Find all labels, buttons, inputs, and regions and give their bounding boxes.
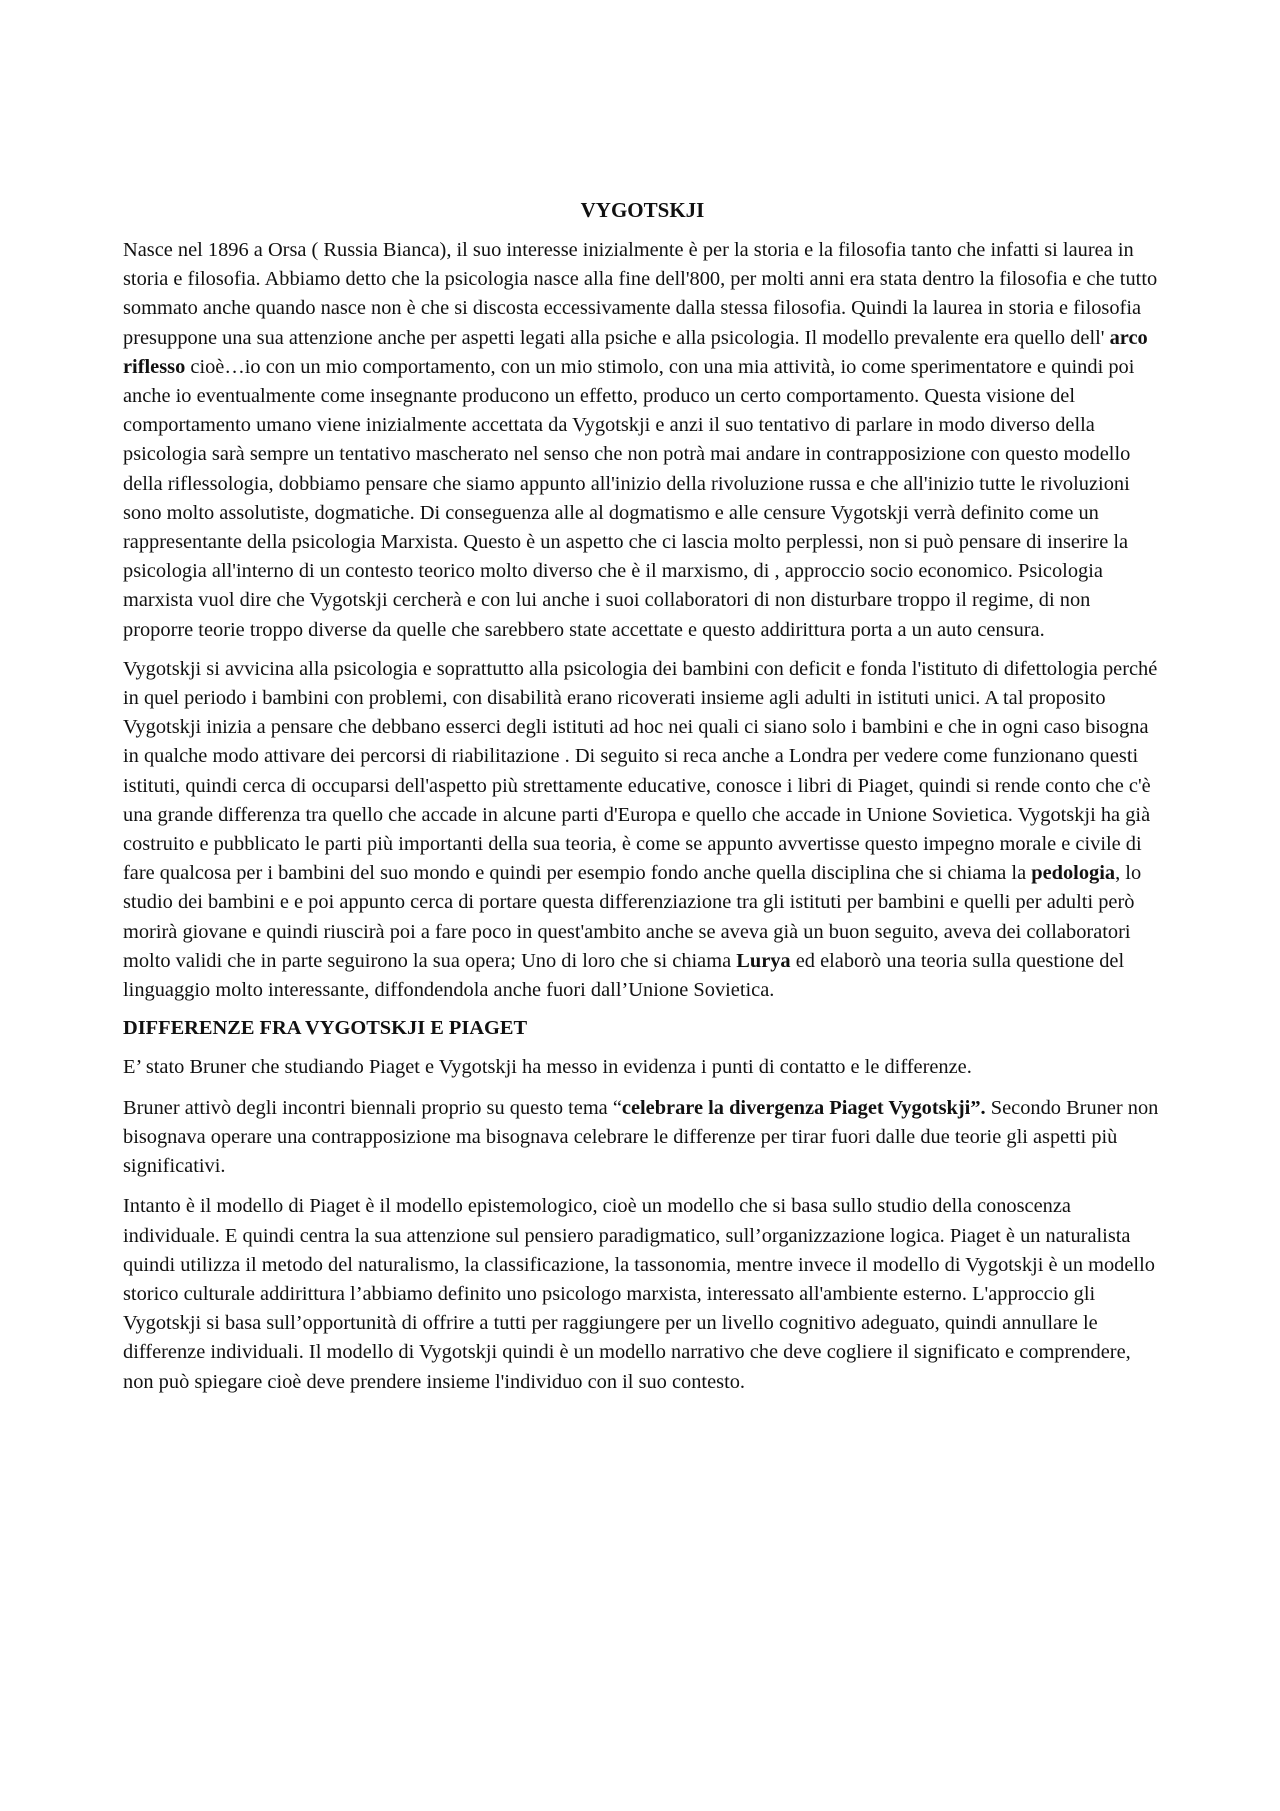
paragraph-difettologia-text-2: , lo studio dei bambini e e poi appunto cerca di portare questa differenziazione tra gli istituti per bambini e quelli per adulti però morirà giovane e quindi riuscirà poi a fare poco in quest'ambito anche se aveva già un buon seguito, aveva dei collaboratori molto validi che in parte seguirono la sua opera; Uno di loro che si chiama — [123, 862, 1142, 972]
section-heading-differenze: DIFFERENZE FRA VYGOTSKJI E PIAGET — [123, 1017, 528, 1040]
term-arco-riflesso: arco riflesso — [123, 326, 1148, 378]
paragraph-modelli-confronto: Intanto è il modello di Piaget è il modello epistemologico, cioè un modello che si basa sullo studio della conoscenza individuale. E quindi centra la sua attenzione sul pensiero paradigmatico, sull’organizzazione logica. Piaget è un naturalista quindi utilizza il metodo del naturalismo, la classificazione, la tassonomia, mentre invece il modello di Vygotskji è un modello storico culturale addirittura l’abbiamo definito uno psicologo marxista, interessato all'ambiente esterno. L'approccio gli Vygotskji si basa sull’opportunità di offrire a tutti per raggiungere per un livello cognitivo adeguato, quindi annullare le differenze individuali. Il modello di Vygotskji quindi è un modello narrativo che deve cogliere il significato e comprendere, non può spiegare cioè deve prendere insieme l'individuo con il suo contesto. — [123, 1195, 1155, 1393]
paragraph-bruner-incontri-text-2: Secondo Bruner non bisognava operare una contrapposizione ma bisognava celebrare le differenze per tirar fuori dalle due teorie gli aspetti più significativi. — [123, 1096, 1159, 1178]
term-lurya: Lurya — [736, 949, 791, 972]
paragraph-bruner-incontri-text-1: Bruner attivò degli incontri biennali proprio su questo tema “ — [123, 1096, 622, 1119]
paragraph-biography-text-1: Nasce nel 1896 a Orsa ( Russia Bianca), il suo interesse inizialmente è per la storia e la filosofia tanto che infatti si laurea in storia e filosofia. Abbiamo detto che la psicologia nasce alla fine dell'800, per molti anni era stata dentro la filosofia e che tutto sommato anche quando nasce non è che si discosta eccessivamente dalla stessa filosofia. Quindi la laurea in storia e filosofia presuppone una sua attenzione anche per aspetti legati alla psiche e alla psicologia. Il modello prevalente era quello dell' — [123, 239, 1158, 349]
paragraph-difettologia-text-1: Vygotskji si avvicina alla psicologia e soprattutto alla psicologia dei bambini con deficit e fonda l'istituto di difettologia perché in quel periodo i bambini con problemi, con disabilità erano ricoverati insieme agli adulti in istituti unici. A tal proposito Vygotskji inizia a pensare che debbano esserci degli istituti ad hoc nei quali ci siano solo i bambini e che in ogni caso bisogna in qualche modo attivare dei percorsi di riabilitazione . Di seguito si reca anche a Londra per vedere come funzionano questi istituti, quindi cerca di occuparsi dell'aspetto più strettamente educative, conosce i libri di Piaget, quindi si rende conto che c'è una grande differenza tra quello che accade in alcune parti d'Europa e quello che accade in Unione Sovietica. Vygotskji ha già costruito e pubblicato le parti più importanti della sua teoria, è come se appunto avvertisse questo impegno morale e civile di fare qualcosa per i bambini del suo mondo e quindi per esempio fondo anche quella disciplina che si chiama la — [123, 657, 1158, 885]
paragraph-biography-text-2: cioè…io con un mio comportamento, con un mio stimolo, con una mia attività, io come sperimentatore e quindi poi anche io eventualmente come insegnante producono un effetto, produco un certo comportamento. Questa visione del comportamento umano viene inizialmente accettata da Vygotskji e anzi il suo tentativo di parlare in modo diverso della psicologia sarà sempre un tentativo mascherato nel senso che non potrà mai andare in contrapposizione con questo modello della riflessologia, dobbiamo pensare che siamo appunto all'inizio della rivoluzione russa e che all'inizio tutte le rivoluzioni sono molto assolutiste, dogmatiche. Di conseguenza alle al dogmatismo e alle censure Vygotskji verrà definito come un rappresentante della psicologia Marxista. Questo è un aspetto che ci lascia molto perplessi, non si può pensare di inserire la psicologia all'interno di un contesto teorico molto diverso che è il marxismo, di , approccio socio economico. Psicologia marxista vuol dire che Vygotskji cercherà e con lui anche i suoi collaboratori di non disturbare troppo il regime, di non proporre teorie troppo diverse da quelle che sarebbero state accettate e questo addirittura porta a un auto censura. — [123, 355, 1135, 641]
paragraph-biography — [123, 236, 1162, 645]
term-pedologia: pedologia — [1031, 862, 1116, 885]
quote-closing: ”. — [970, 1096, 986, 1119]
paragraph-difettologia — [123, 655, 1162, 1005]
paragraph-difettologia-text-3: ed elaborò una teoria sulla questione del linguaggio molto interessante, diffondendola anche fuori dall’Unione Sovietica. — [123, 949, 1125, 1002]
paragraph-bruner-incontri — [123, 1094, 1162, 1182]
document-title: VYGOTSKJI — [580, 198, 705, 222]
paragraph-bruner-intro: E’ stato Bruner che studiando Piaget e Vygotskji ha messo in evidenza i punti di contatto e le differenze. — [123, 1056, 972, 1079]
quote-celebrare-divergenza: celebrare la divergenza Piaget Vygotskji — [621, 1096, 971, 1119]
